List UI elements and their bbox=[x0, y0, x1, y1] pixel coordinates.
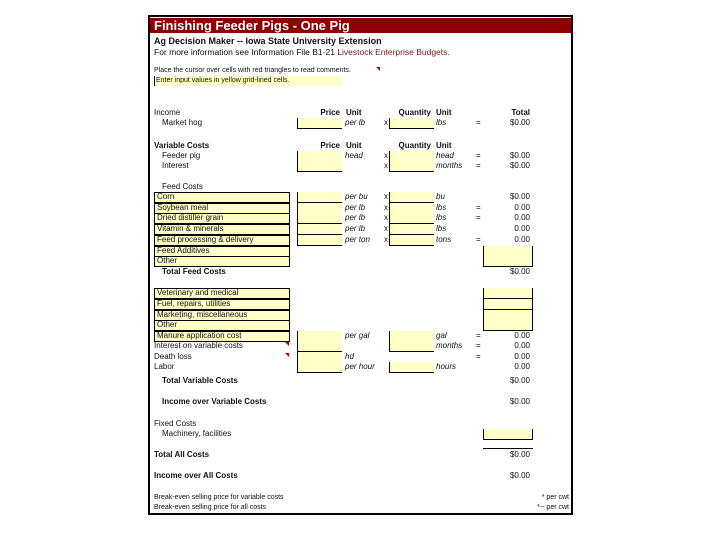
unit-label: per gal bbox=[345, 331, 370, 340]
price-input[interactable] bbox=[297, 341, 342, 352]
comment-indicator-icon[interactable] bbox=[285, 342, 289, 346]
quantity-input[interactable] bbox=[389, 161, 434, 172]
row-label: Labor bbox=[154, 362, 175, 371]
cursor-note: Place the cursor over cells with red triangles to read comments. bbox=[154, 67, 351, 74]
unit-label: hd bbox=[345, 352, 354, 361]
total-input[interactable] bbox=[483, 288, 533, 299]
times-sign: x bbox=[384, 161, 388, 170]
unit2-label: months bbox=[436, 161, 463, 170]
total-rule bbox=[483, 448, 533, 449]
unit2-header: Unit bbox=[436, 108, 452, 117]
unit-label: per hour bbox=[345, 362, 375, 371]
quantity-input[interactable] bbox=[389, 341, 434, 352]
total-header: Total bbox=[511, 108, 530, 117]
unit2-label: gal bbox=[436, 331, 447, 340]
row-label: Marketing, miscellaneous bbox=[157, 310, 248, 319]
row-total: $0.00 bbox=[509, 118, 530, 127]
row-label: Income over Variable Costs bbox=[162, 397, 267, 406]
price-input[interactable] bbox=[297, 161, 342, 172]
equals-sign: = bbox=[476, 118, 481, 127]
quantity-input[interactable] bbox=[389, 192, 434, 203]
row-total: $0.00 bbox=[509, 450, 530, 459]
price-header: Price bbox=[320, 108, 340, 117]
unit2-label: lbs bbox=[436, 203, 447, 212]
quantity-header: Quantity bbox=[398, 141, 431, 150]
unit-label: per lb bbox=[345, 203, 366, 212]
row-total: $0.00 bbox=[509, 267, 530, 276]
unit-header: Unit bbox=[346, 108, 362, 117]
subtitle: Ag Decision Maker -- Iowa State University Extension bbox=[154, 36, 382, 46]
times-sign: x bbox=[384, 192, 388, 201]
row-label: Income over All Costs bbox=[154, 471, 238, 480]
times-sign: x bbox=[384, 224, 388, 233]
price-input[interactable] bbox=[297, 118, 342, 129]
row-label: Interest bbox=[162, 161, 189, 170]
quantity-input[interactable] bbox=[389, 118, 434, 129]
row-total: $0.00 bbox=[509, 151, 530, 160]
row-label: Feed processing & delivery bbox=[157, 235, 254, 244]
unit2-label: lbs bbox=[436, 118, 447, 127]
row-total: * per cwt bbox=[541, 494, 569, 501]
label-input-cell[interactable] bbox=[154, 192, 290, 203]
row-total: *-- per cwt bbox=[537, 504, 569, 511]
quantity-header: Quantity bbox=[398, 108, 431, 117]
unit-label: per bu bbox=[345, 192, 368, 201]
section-header-label: Income bbox=[154, 108, 181, 117]
unit2-label: head bbox=[436, 151, 454, 160]
row-label: Death loss bbox=[154, 352, 192, 361]
row-total: 0.00 bbox=[514, 235, 530, 244]
info-text: For more information see Information File B1-21 bbox=[154, 47, 338, 57]
row-label: Fuel, repairs, utilities bbox=[157, 299, 231, 308]
quantity-input[interactable] bbox=[389, 362, 434, 373]
row-label: Total All Costs bbox=[154, 450, 210, 459]
row-total: 0.00 bbox=[514, 331, 530, 340]
row-label: Dried distiller grain bbox=[157, 213, 224, 222]
row-label: Feed Additives bbox=[157, 246, 210, 255]
row-total: 0.00 bbox=[514, 341, 530, 350]
times-sign: x bbox=[384, 118, 388, 127]
info-link[interactable]: Livestock Enterprise Budgets. bbox=[337, 47, 450, 57]
row-total: 0.00 bbox=[514, 352, 530, 361]
unit2-label: tons bbox=[436, 235, 452, 244]
times-sign: x bbox=[384, 151, 388, 160]
unit-label: per ton bbox=[345, 235, 370, 244]
total-input[interactable] bbox=[483, 320, 533, 331]
price-input[interactable] bbox=[297, 213, 342, 224]
comment-indicator-icon[interactable] bbox=[285, 353, 289, 357]
total-input[interactable] bbox=[483, 256, 533, 267]
row-total: 0.00 bbox=[514, 213, 530, 222]
equals-sign: = bbox=[476, 213, 481, 222]
equals-sign: = bbox=[476, 341, 481, 350]
row-label: Machinery, facilities bbox=[162, 429, 232, 438]
total-input[interactable] bbox=[483, 299, 533, 310]
unit2-label: lbs bbox=[436, 224, 447, 233]
price-header: Price bbox=[320, 141, 340, 150]
row-label: Corn bbox=[157, 192, 175, 201]
input-note: Enter input values in yellow grid-lined cells. bbox=[154, 76, 342, 86]
spreadsheet bbox=[148, 15, 573, 515]
unit-label: per lb bbox=[345, 224, 366, 233]
row-label: Soybean meal bbox=[157, 203, 209, 212]
row-total: 0.00 bbox=[514, 203, 530, 212]
sheet-title: Finishing Feeder Pigs - One Pig bbox=[150, 18, 571, 33]
total-input[interactable] bbox=[483, 429, 533, 440]
row-label: Break-even selling price for variable costs bbox=[154, 494, 284, 501]
row-label: Other bbox=[157, 256, 178, 265]
row-label: Other bbox=[157, 320, 178, 329]
price-input[interactable] bbox=[297, 192, 342, 203]
row-total: $0.00 bbox=[509, 376, 530, 385]
row-total: $0.00 bbox=[509, 192, 530, 201]
unit-label: head bbox=[345, 151, 363, 160]
row-label: Veterinary and medical bbox=[157, 288, 239, 297]
row-label: Interest on variable costs bbox=[154, 341, 243, 350]
equals-sign: = bbox=[476, 235, 481, 244]
unit2-label: months bbox=[436, 341, 463, 350]
unit-label: per lb bbox=[345, 213, 366, 222]
quantity-input[interactable] bbox=[389, 224, 434, 235]
equals-sign: = bbox=[476, 151, 481, 160]
times-sign: x bbox=[384, 235, 388, 244]
price-input[interactable] bbox=[297, 362, 342, 373]
row-total: 0.00 bbox=[514, 224, 530, 233]
unit2-label: bu bbox=[436, 192, 445, 201]
comment-indicator-icon[interactable] bbox=[376, 67, 380, 71]
row-label: Total Variable Costs bbox=[162, 376, 238, 385]
unit2-label: hours bbox=[436, 362, 457, 371]
row-label: Market hog bbox=[162, 118, 203, 127]
row-label: Fixed Costs bbox=[154, 419, 197, 428]
row-label: Total Feed Costs bbox=[162, 267, 226, 276]
quantity-input[interactable] bbox=[389, 235, 434, 246]
row-label: Manure application cost bbox=[157, 331, 242, 340]
row-label: Feeder pig bbox=[162, 151, 201, 160]
row-label: Feed Costs bbox=[162, 182, 203, 191]
equals-sign: = bbox=[476, 203, 481, 212]
times-sign: x bbox=[384, 213, 388, 222]
row-total: $0.00 bbox=[509, 471, 530, 480]
equals-sign: = bbox=[476, 352, 481, 361]
section-header-label: Variable Costs bbox=[154, 141, 210, 150]
unit-header: Unit bbox=[346, 141, 362, 150]
row-total: $0.00 bbox=[509, 397, 530, 406]
row-total: 0.00 bbox=[514, 362, 530, 371]
equals-sign: = bbox=[476, 331, 481, 340]
info-line bbox=[154, 47, 450, 57]
price-input[interactable] bbox=[297, 235, 342, 246]
equals-sign: = bbox=[476, 161, 481, 170]
unit2-header: Unit bbox=[436, 141, 452, 150]
row-total: $0.00 bbox=[509, 161, 530, 170]
times-sign: x bbox=[384, 203, 388, 212]
unit-label: per lb bbox=[345, 118, 366, 127]
row-label: Break-even selling price for all costs bbox=[154, 504, 267, 511]
quantity-input[interactable] bbox=[389, 213, 434, 224]
unit2-label: lbs bbox=[436, 213, 447, 222]
row-label: Vitamin & minerals bbox=[157, 224, 224, 233]
price-input[interactable] bbox=[297, 224, 342, 235]
